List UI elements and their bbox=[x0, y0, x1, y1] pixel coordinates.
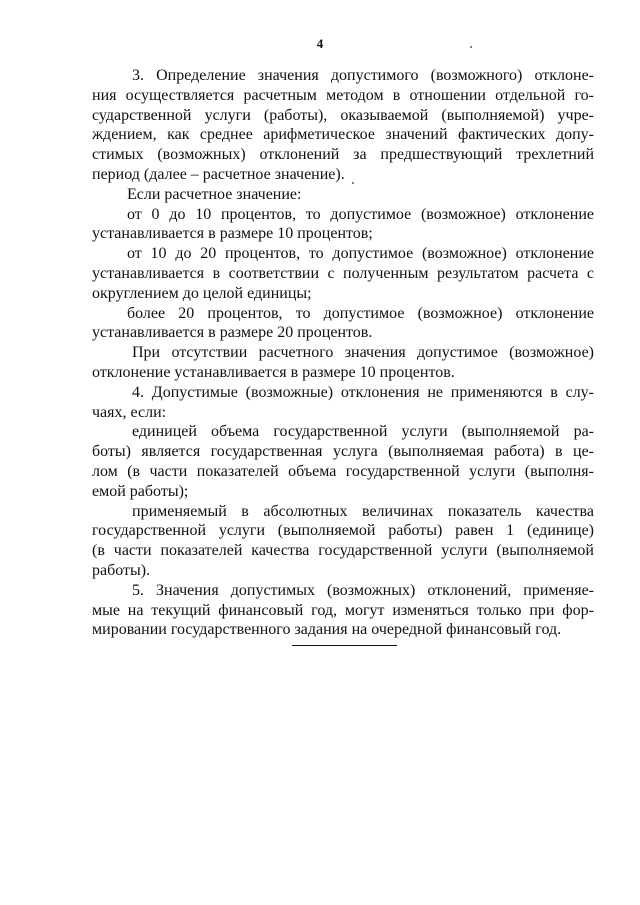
paragraph-4b bbox=[92, 502, 594, 581]
text-line: 5. Значения допустимых (возможных) отклонений, применяе- bbox=[132, 581, 594, 599]
end-separator-line bbox=[292, 645, 397, 646]
text-line: устанавливается в размере 10 процентов; bbox=[92, 225, 373, 243]
text-line: чаях, если: bbox=[92, 403, 167, 421]
text-line: боты) является государственная услуга (выполняемая работа) в це- bbox=[92, 443, 594, 461]
text-line: более 20 процентов, то допустимое (возможное) отклонение bbox=[127, 304, 594, 322]
text-line: применяемый в абсолютных величинах показатель качества bbox=[132, 502, 594, 520]
text-line: ния осуществляется расчетным методом в отношении отдельной го- bbox=[92, 86, 594, 104]
scan-speck bbox=[352, 182, 354, 184]
paragraph-absent bbox=[92, 343, 594, 383]
text-line: отклонение устанавливается в размере 10 процентов. bbox=[92, 363, 455, 381]
paragraph-over-20 bbox=[92, 304, 594, 344]
text-line: 4. Допустимые (возможные) отклонения не применяются в слу- bbox=[132, 383, 594, 401]
text-line: работы). bbox=[92, 561, 151, 579]
text-line: Если расчетное значение: bbox=[127, 185, 302, 203]
text-line: государственной услуги (выполняемой работы) равен 1 (единице) bbox=[92, 522, 594, 540]
paragraph-5 bbox=[92, 581, 594, 640]
text-line: от 10 до 20 процентов, то допустимое (возможное) отклонение bbox=[127, 245, 594, 263]
text-line: от 0 до 10 процентов, то допустимое (возможное) отклонение bbox=[127, 205, 594, 223]
text-line: 3. Определение значения допустимого (возможного) отклоне- bbox=[132, 67, 594, 84]
text-line: устанавливается в соответствии с полученным результатом расчета с bbox=[92, 264, 594, 282]
text-line: сударственной услуги (работы), оказываемой (выполняемой) учре- bbox=[92, 106, 594, 124]
text-line: устанавливается в размере 20 процентов. bbox=[92, 324, 373, 342]
paragraph-10-20 bbox=[92, 244, 594, 303]
text-line: мые на текущий финансовый год, могут изменяться только при фор- bbox=[92, 601, 594, 619]
text-line: стимых (возможных) отклонений за предшествующий трехлетний bbox=[92, 146, 594, 164]
text-line: округлением до целой единицы; bbox=[92, 284, 312, 302]
text-line: (в части показателей качества государственной услуги (выполняемой bbox=[92, 542, 594, 560]
paragraph-0-10 bbox=[92, 205, 594, 245]
text-line: При отсутствии расчетного значения допустимое (возможное) bbox=[132, 344, 594, 362]
paragraph-4a bbox=[92, 422, 594, 501]
text-line: ждением, как среднее арифметическое значений фактических допу- bbox=[92, 126, 594, 144]
paragraph-3 bbox=[92, 66, 594, 185]
text-line: лом (в части показателей объема государственной услуги (выполня- bbox=[92, 462, 594, 480]
paragraph-if bbox=[92, 185, 594, 205]
page-number: 4 bbox=[316, 36, 324, 51]
text-line: емой работы); bbox=[92, 482, 189, 500]
text-line: единицей объема государственной услуги (выполняемой ра- bbox=[132, 423, 594, 441]
text-line: период (далее – расчетное значение). bbox=[92, 165, 345, 183]
text-line: мировании государственного задания на очередной финансовый год. bbox=[92, 621, 562, 639]
scan-speck bbox=[470, 46, 472, 48]
document-body bbox=[92, 66, 594, 640]
paragraph-4 bbox=[92, 383, 594, 423]
